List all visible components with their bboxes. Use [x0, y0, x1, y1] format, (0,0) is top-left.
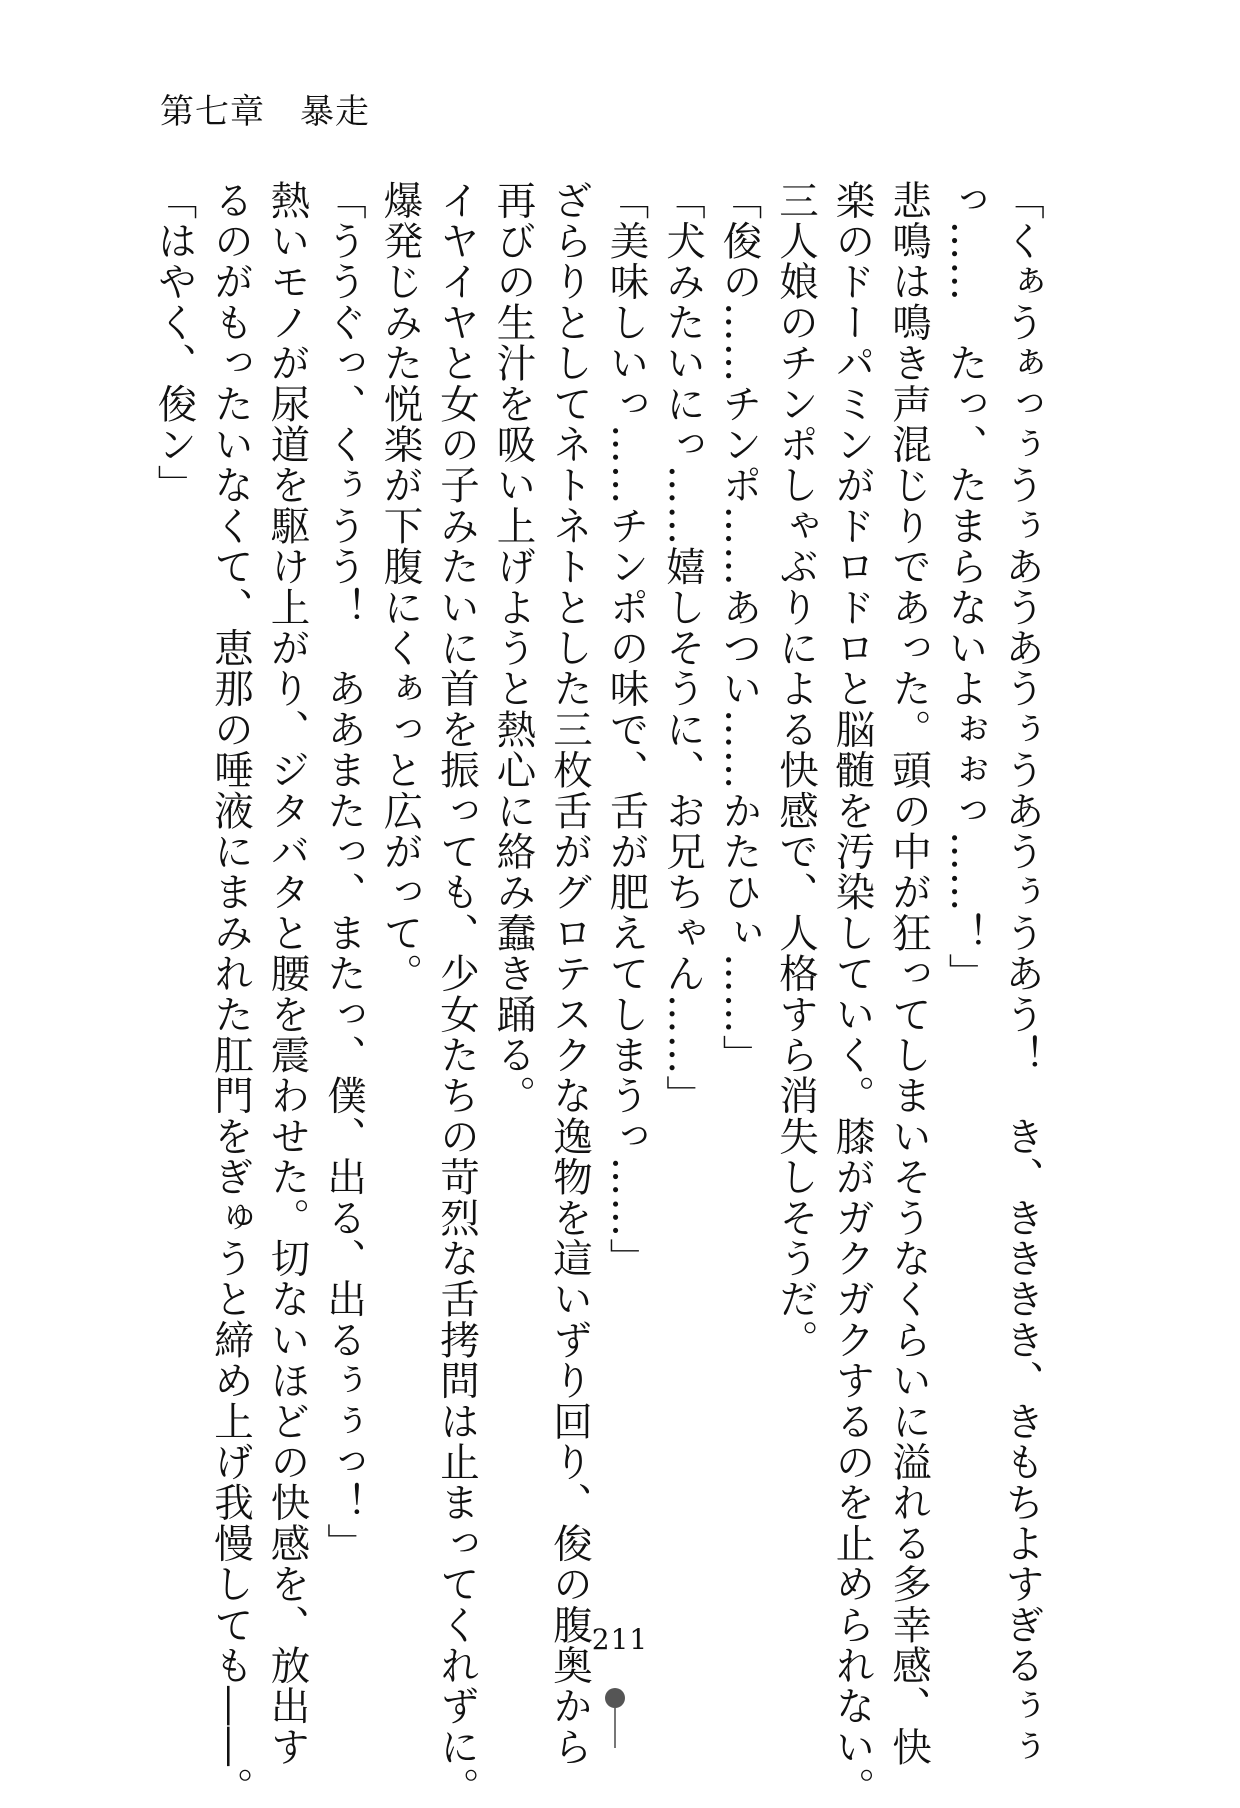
text-line: 「はやく、俊ン」 — [151, 180, 198, 506]
text-line: るのがもったいなくて、恵那の唾液にまみれた肛門をぎゅうと締め上げ我慢しても――。 — [208, 180, 254, 1808]
chapter-title: 第七章 暴走 — [160, 92, 370, 132]
page-marker-dot — [605, 1688, 625, 1708]
page-marker-stem — [614, 1708, 616, 1748]
text-line: っ…… たっ、たまらないよぉぉっ……！」 — [942, 180, 989, 994]
text-line: 熱いモノが尿道を駆け上がり、ジタバタと腰を震わせた。切ないほどの快感を、放出す — [264, 180, 311, 1768]
text-line: 三人娘のチンポしゃぶりによる快感で、人格すら消失しそうだ。 — [773, 180, 819, 1361]
text-line: 爆発じみた悦楽が下腹にくぁっと広がって。 — [377, 180, 424, 994]
text-line: ざらりとしてネトネトとした三枚舌がグロテスクな逸物を這いずり回り、俊の腹奥から — [547, 180, 593, 1768]
text-line: 「美味しいっ……チンポの味で、舌が肥えてしまうっ……」 — [603, 180, 650, 1279]
text-line: 楽のドーパミンがドロドロと脳髄を汚染していく。膝がガクガクするのを止められない。 — [829, 180, 876, 1808]
text-line: 「くぁうぁっぅうぅあうあうぅうあうぅうあう！ き、きききき、きもちよすぎるぅぅ — [999, 180, 1045, 1768]
text-line: 「犬みたいにっ……嬉しそうに、お兄ちゃん……」 — [660, 180, 706, 1117]
text-line: 「俊の……チンポ……あつい……かたひぃ……」 — [716, 180, 763, 1076]
page-marker-icon — [605, 1688, 625, 1748]
text-line: 「ううぐっ、くぅうう！ ああまたっ、またっ、僕、出る、出るぅぅっ！」 — [321, 180, 367, 1564]
text-line: 悲鳴は鳴き声混じりであった。頭の中が狂ってしまいそうなくらいに溢れる多幸感、快 — [886, 180, 932, 1768]
text-line: 再びの生汁を吸い上げようと熱心に絡み蠢き踊る。 — [490, 180, 537, 1117]
text-line: イヤイヤと女の子みたいに首を振っても、少女たちの苛烈な舌拷問は止まってくれずに。 — [434, 180, 480, 1808]
page-number: 211 — [591, 1623, 649, 1656]
